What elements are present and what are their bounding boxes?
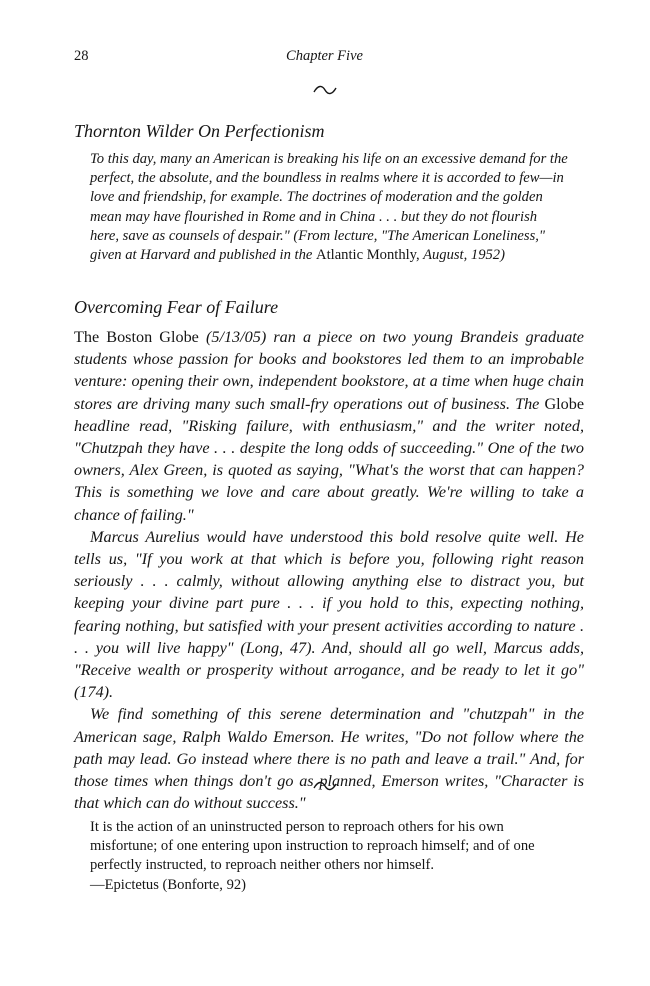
paragraph-globe-text: (5/13/05) ran a piece on two young Brandeis graduate students whose passion for books and bookstores led them to an improbable venture: opening their own, independent bookstore, at a time when huge chain stores are driving many such small-fry operations out of business. The [74, 328, 584, 413]
page-number: 28 [74, 48, 89, 64]
section-title-wilder: Thornton Wilder On Perfectionism [74, 121, 325, 141]
wilder-quote-tail: August, 1952) [419, 247, 505, 264]
tilde-ornament-icon [312, 83, 338, 97]
paragraph-emerson: We find something of this serene determination and "chutzpah" in the American sage, Ralph Waldo Emerson. He writes, "Do not follow where the path may lead. Go instead where there is no path and leave a trail." And, for those times when things don't go as planned, Emerson writes, "Character is that which can do without success." [74, 705, 584, 813]
wilder-quote [90, 150, 568, 265]
publication-name: Atlantic Monthly, [316, 247, 420, 264]
page-header [74, 48, 575, 68]
ornament-divider-bottom [300, 778, 350, 796]
body-text [74, 326, 584, 814]
wilder-quote-text: To this day, many an American is breaking his life on an excessive demand for the perfect, the absolute, and the boundless in realms where it is accorded to few—in love and friendship, for example. The doctrines of moderation and the golden mean may have flourished in Rome and in China . . . but they do not flourish here, save as counsels of despair." (From lecture, "The American Loneliness," given at Harvard and published in the [90, 151, 568, 264]
section-title-failure: Overcoming Fear of Failure [74, 297, 279, 317]
epictetus-quote [90, 818, 570, 895]
paragraph-globe-text-2: headline read, "Risking failure, with enthusiasm," and the writer noted, "Chutzpah they have . . . despite the long odds of succeeding." One of the two owners, Alex Green, is quoted as saying, "What's the worst that can happen? This is something we love and care about greatly. We're willing to take a chance of failing." [74, 416, 584, 524]
ornament-divider-top [300, 82, 350, 100]
tilde-ornament-icon [312, 779, 338, 793]
newspaper-short-name: Globe [544, 394, 584, 413]
newspaper-name: The Boston Globe [74, 328, 199, 346]
epictetus-attribution: —Epictetus (Bonforte, 92) [90, 876, 247, 893]
paragraph-globe [74, 326, 584, 526]
paragraph-aurelius: Marcus Aurelius would have understood this bold resolve quite well. He tells us, "If you work at that which is before you, following right reason seriously . . . calmly, without allowing anything else to distract you, but keeping your divine part pure . . . if you hold to this, expecting nothing, fearing nothing, but satisfied with your present activities according to nature . . . you will live happy" (Long, 47). And, should all go well, Marcus adds, "Receive wealth or prosperity without arrogance, and be ready to let it go" (174). [74, 527, 584, 702]
running-head: Chapter Five [286, 48, 363, 64]
epictetus-quote-text: It is the action of an uninstructed person to reproach others for his own misfortune; of one entering upon instruction to reproach himself; and of one perfectly instructed, to reproach neither others nor himself. [90, 819, 535, 874]
